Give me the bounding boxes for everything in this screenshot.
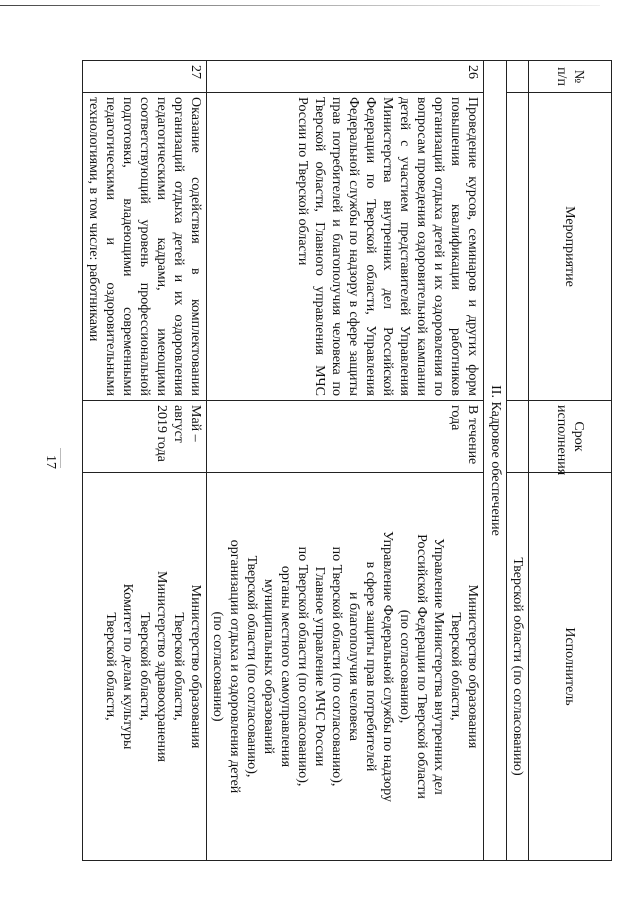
row-executor bbox=[83, 473, 207, 861]
executor-line: Управление Министерства внутренних дел bbox=[431, 538, 446, 795]
page-number: 17 bbox=[43, 455, 58, 469]
section-row bbox=[484, 61, 507, 861]
executor-line: Министерство образования bbox=[465, 584, 480, 749]
executor-line: Тверской области, bbox=[137, 612, 152, 721]
cell-empty bbox=[507, 61, 529, 93]
header-event: Мероприятие bbox=[529, 93, 612, 401]
document-sheet bbox=[86, 60, 612, 860]
executor-line: организации отдыха и оздоровления детей bbox=[227, 539, 242, 794]
row-term: Май – август 2019 года bbox=[83, 401, 207, 473]
row-event: Проведение курсов, семинаров и других форм повышения квалификации работников организаций отдыха детей и их оздоровления по вопросам проведения оздоровительной кампании детей с участием представителей Управления Министерства внутренних дел Российской Федерации по Тверской области, Управления Федеральной службы по надзору в сфере защиты прав потребителей и благополучия человека по Тверской области, Главного управления МЧС России по Тверской области bbox=[207, 93, 484, 401]
executor-line: Министерство образования bbox=[188, 584, 203, 749]
row-term: В течение года bbox=[207, 401, 484, 473]
row-event: Оказание содействия в комплектовании организаций отдыха детей и их оздоровления педагогическими кадрами, имеющими соответствующий уровень профессиональной подготовки, владеющими современными педагогическими и оздоровительными технологиями, в том числе: работниками bbox=[83, 93, 207, 401]
executor-line: муниципальных образований bbox=[261, 578, 276, 755]
executor-line: Главное управление МЧС России bbox=[312, 566, 327, 767]
executor-line: Тверской области, bbox=[448, 612, 463, 721]
executor-line: по Тверской области (по согласованию), bbox=[295, 546, 310, 787]
executor-line: Тверской области, bbox=[171, 612, 186, 721]
executor-line: Комитет по делам культуры bbox=[120, 583, 135, 750]
cell-empty bbox=[507, 93, 529, 401]
table-header-row bbox=[529, 61, 612, 861]
executor-line: органы местного самоуправления bbox=[278, 565, 293, 768]
table-row bbox=[83, 61, 207, 861]
row-number: 27 bbox=[83, 61, 207, 93]
scan-mark bbox=[60, 448, 61, 468]
action-plan-table bbox=[82, 60, 612, 861]
executor-line: Министерство здравоохранения bbox=[154, 571, 169, 762]
executor-line: по Тверской области (по согласованию), bbox=[329, 546, 344, 787]
header-number: № п/п bbox=[529, 61, 612, 93]
executor-line: Тверской области, bbox=[103, 612, 118, 721]
executor-line: и благополучия человека bbox=[346, 592, 361, 741]
header-executor: Исполнитель bbox=[529, 473, 612, 861]
header-term: Срок исполнения bbox=[529, 401, 612, 473]
executor-line: Управление Федеральной службы по надзору bbox=[380, 530, 395, 803]
continuation-executor: Тверской области (по согласованию) bbox=[507, 473, 529, 861]
section-title: II. Кадровое обеспечение bbox=[484, 61, 507, 861]
scan-edge-line bbox=[0, 5, 600, 6]
executor-line: Тверской области (по согласованию), bbox=[244, 555, 259, 778]
executor-line: (по согласованию), bbox=[397, 609, 412, 724]
row-executor bbox=[207, 473, 484, 861]
executor-line: Российской Федерации по Тверской области bbox=[414, 534, 429, 799]
row-number: 26 bbox=[207, 61, 484, 93]
table-row bbox=[207, 61, 484, 861]
continuation-row bbox=[507, 61, 529, 861]
executor-line: (по согласованию) bbox=[210, 611, 225, 722]
cell-empty bbox=[507, 401, 529, 473]
executor-line: в сфере защиты прав потребителей bbox=[363, 561, 378, 772]
